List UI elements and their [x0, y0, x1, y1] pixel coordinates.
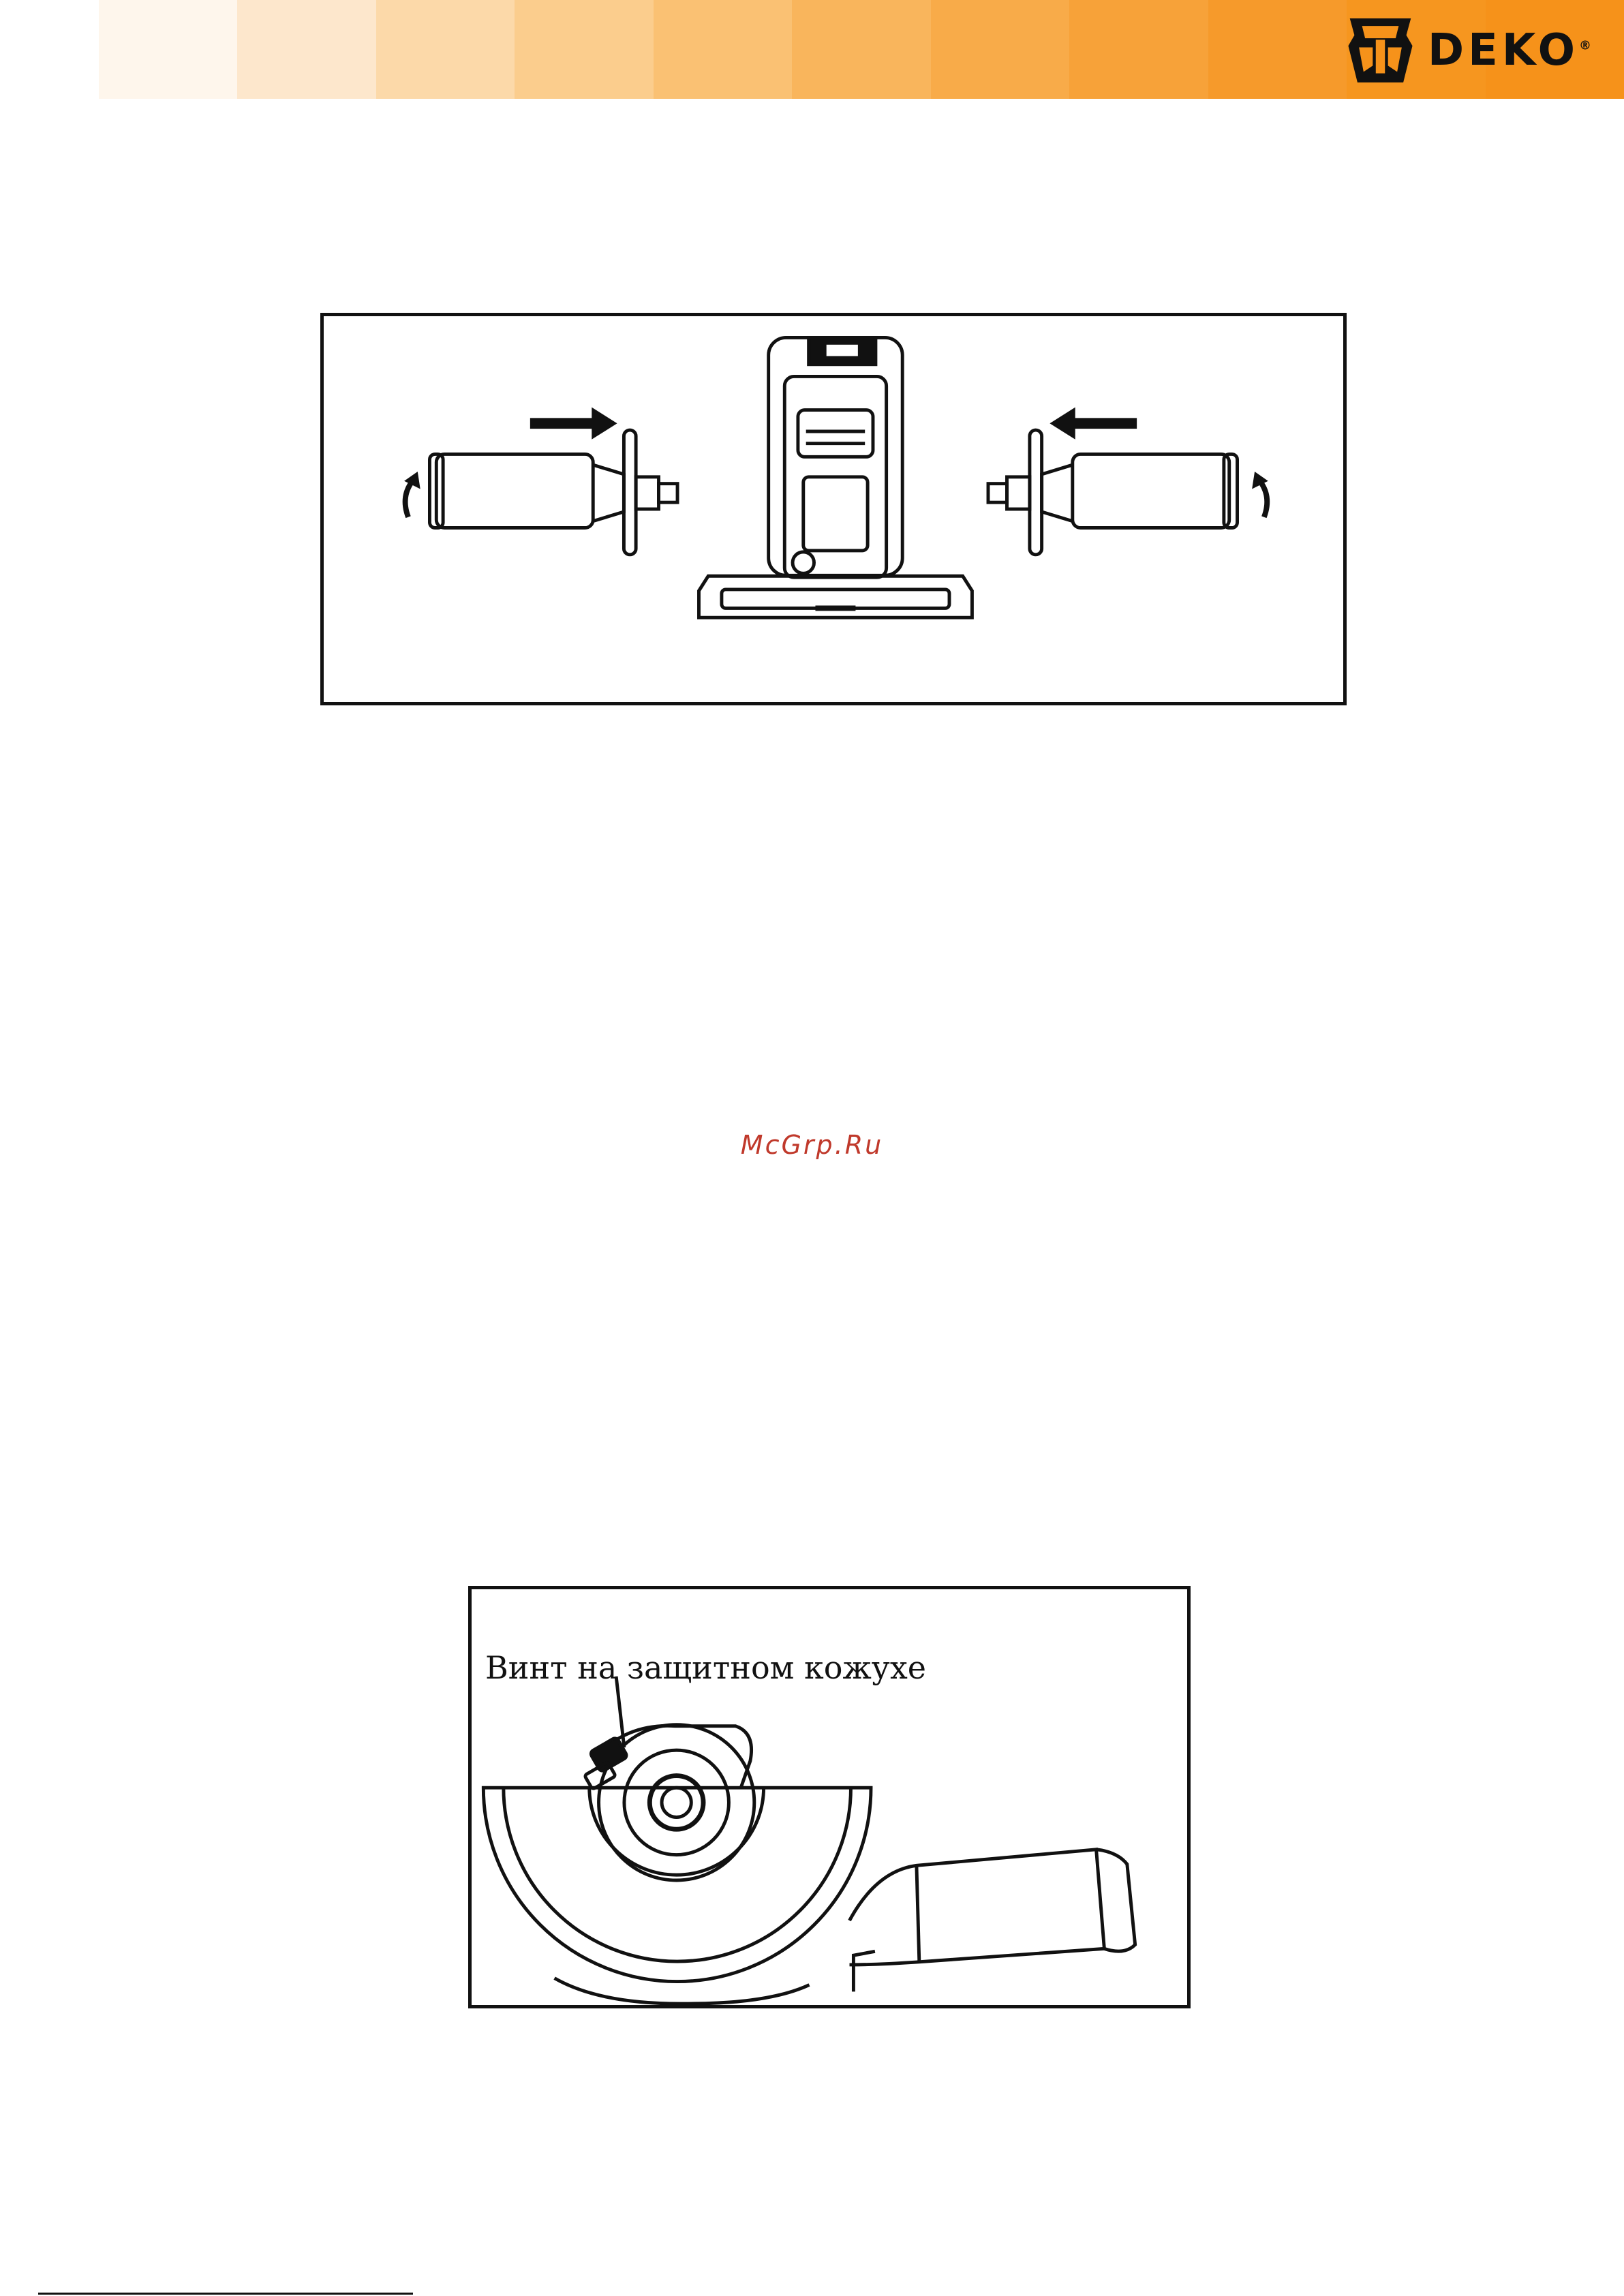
arrow-left-icon [1050, 408, 1137, 440]
header-band-segment [515, 0, 653, 99]
header-band-segment [654, 0, 792, 99]
header-band-segment [792, 0, 930, 99]
header-band-segment [237, 0, 376, 99]
grinder-front-illustration [324, 316, 1343, 702]
figure-guard-screw [468, 1586, 1191, 2008]
header-band-segment [99, 0, 237, 99]
brand-name: DEKO® [1428, 25, 1591, 76]
figure-side-handle-install [320, 313, 1347, 705]
header-band-segment [1208, 0, 1347, 99]
brand-logo [1341, 12, 1607, 89]
header-band-segment [931, 0, 1069, 99]
guard-screw-label: Винт на защитном кожухе [485, 1649, 927, 1686]
header-band-segment [1069, 0, 1208, 99]
watermark: McGrp.Ru [740, 1130, 884, 1160]
header-band-segment [376, 0, 515, 99]
deko-robot-icon [1341, 12, 1420, 89]
footer-rule [38, 2293, 413, 2295]
arrow-right-icon [530, 408, 617, 440]
